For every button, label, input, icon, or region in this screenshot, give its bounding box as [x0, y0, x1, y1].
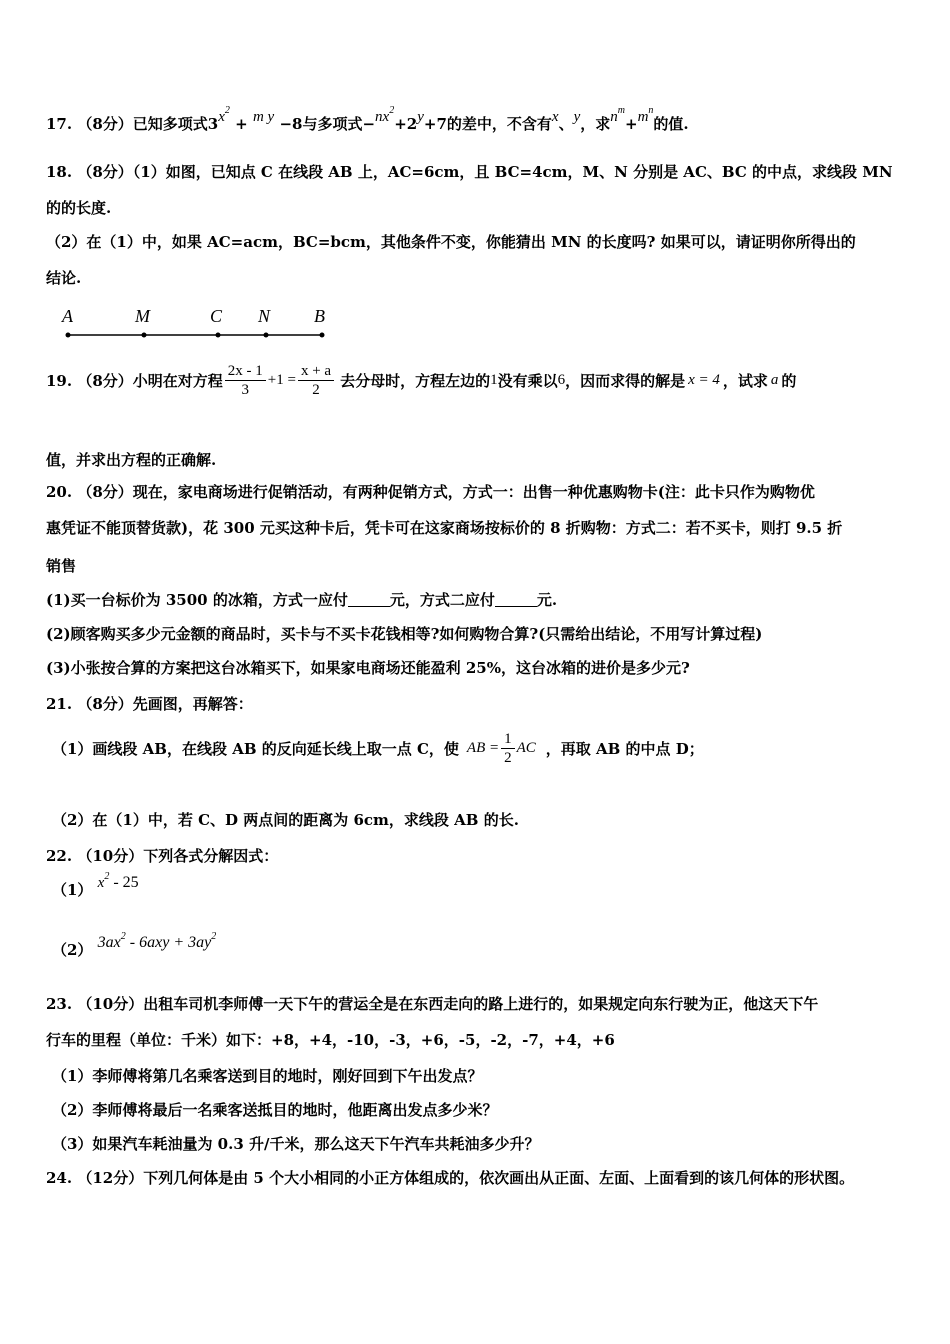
question-23-line-1: 23. （10分）出租车司机李师傅一天下午的营运全是在东西走向的路上进行的，如果规定向东行驶为正，他这天下午 — [46, 995, 819, 1013]
question-21-line-3: （2）在（1）中，若 C、D 两点间的距离为 6cm，求线段 AB 的长. — [52, 811, 519, 829]
line-segment-diagram — [60, 306, 340, 346]
answer-blank-1[interactable] — [348, 592, 390, 607]
question-20-line-6: (3)小张按合算的方案把这台冰箱买下，如果家电商场还能盈利 25%，这台冰箱的进价是多少元? — [46, 659, 690, 677]
point-label-c: C — [210, 306, 223, 326]
question-20-line-5: (2)顾客购买多少元金额的商品时，买卡与不买卡花钱相等?如何购物合算?(只需给出结论，不用写计算过程) — [46, 625, 763, 643]
question-24-line-1: 24. （12分）下列几何体是由 5 个大小相同的小正方体组成的，依次画出从正面、左面、上面看到的该几何体的形状图。 — [46, 1169, 855, 1187]
point-label-m: M — [135, 306, 150, 326]
question-20-line-1: 20. （8分）现在，家电商场进行促销活动，有两种促销方式，方式一：出售一种优惠购物卡(注：此卡只作为购物优 — [46, 483, 815, 501]
question-20-line-3: 销售 — [46, 557, 77, 575]
point-label-a: A — [62, 306, 73, 326]
question-21-line-1: 21. （8分）先画图，再解答： — [46, 695, 253, 713]
question-18-line-1: 18. （8分）（1）如图，已知点 C 在线段 AB 上，AC=6cm，且 BC=4cm，M、N 分别是 AC、BC 的中点，求线段 MN — [46, 163, 893, 181]
question-22-line-1: 22. （10分）下列各式分解因式： — [46, 847, 279, 865]
question-23-line-2: 行车的里程（单位：千米）如下：+8，+4，-10，-3，+6，-5，-2，-7，+4，+6 — [46, 1031, 615, 1049]
fraction-half: $\frac{1}{2}$ — [501, 730, 515, 767]
fraction-right: $\frac{x + a}{2}$ — [298, 362, 334, 399]
question-20-line-4: (1)买一台标价为 3500 的冰箱，方式一应付 元，方式二应付 元. — [46, 591, 558, 609]
question-18-line-3: （2）在（1）中，如果 AC=acm，BC=bcm，其他条件不变，你能猜出 MN 的长度吗? 如果可以，请证明你所得出的 — [46, 233, 856, 251]
answer-blank-2[interactable] — [495, 592, 537, 607]
question-23-line-5: （3）如果汽车耗油量为 0.3 升/千米，那么这天下午汽车共耗油多少升？ — [52, 1135, 540, 1153]
segment-graphic — [60, 306, 340, 346]
question-19-line-2: 值，并求出方程的正确解. — [46, 451, 217, 469]
fraction-left: $\frac{2x - 1}{3}$ — [225, 362, 266, 399]
question-21-line-2: （1）画线段 AB，在线段 AB 的反向延长线上取一点 C，使 AB = $\frac{1}{2}$ AC ，再取 AB 的中点 D； — [52, 731, 704, 766]
question-17: 17. （8分）已知多项式$3x^2 + m$ y −8与多项式$-nx^2+2y+7$的差中，不含有x、y，求$n^m+m^n$的值. — [46, 105, 689, 133]
question-18-line-2: 的的长度. — [46, 199, 112, 217]
point-label-n: N — [258, 306, 271, 326]
question-22-part-2: （2） $3ax^2 - 6axy + 3ay^2$ — [52, 931, 217, 959]
question-23-line-4: （2）李师傅将最后一名乘客送抵目的地时，他距离出发点多少米？ — [52, 1101, 498, 1119]
question-18-line-4: 结论. — [46, 269, 82, 287]
question-22-part-1: （1） $x^2 - 25$ — [52, 871, 139, 899]
point-label-b: B — [314, 306, 325, 326]
question-19-line-1: 19. （8分）小明在对方程 $\frac{2x - 1}{3}$ +1 = $\frac{x + a}{2}$ 去分母时，方程左边的 1 没有乘以 6 ，因而求得的解是 x = 4 ，试求 a 的 — [46, 363, 797, 398]
question-20-line-2: 惠凭证不能顶替货款)，花 300 元买这种卡后，凭卡可在这家商场按标价的 8 折购物：方式二：若不买卡，则打 9.5 折 — [46, 519, 843, 537]
question-23-line-3: （1）李师傅将第几名乘客送到目的地时，刚好回到下午出发点？ — [52, 1067, 483, 1085]
